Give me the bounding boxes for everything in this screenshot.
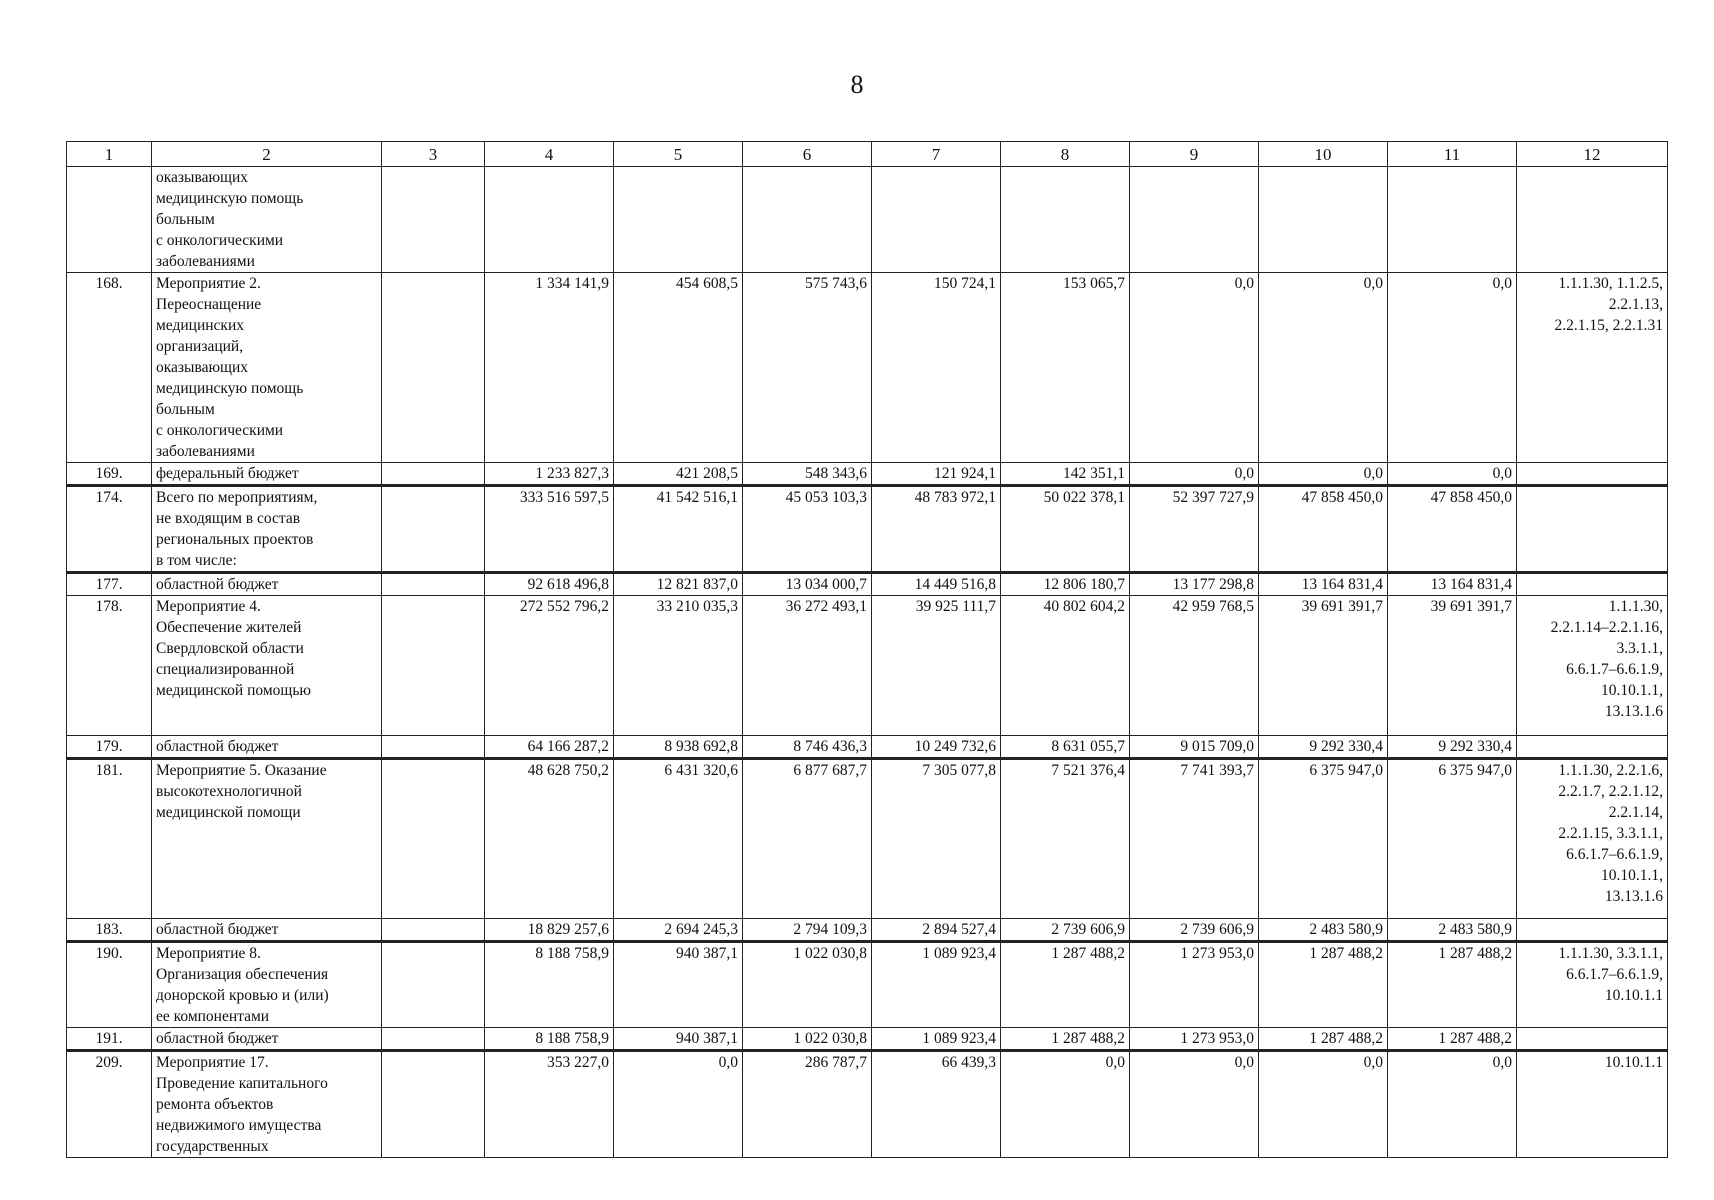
row-name-line: Обеспечение жителей <box>156 619 302 636</box>
value-cell: 47 858 450,0 <box>1259 486 1388 573</box>
column-header-9: 9 <box>1130 142 1259 167</box>
row-name <box>152 1051 382 1158</box>
row-name <box>152 486 382 573</box>
row-name-line: в том числе: <box>156 552 237 569</box>
col3-cell <box>382 942 485 1028</box>
value-cell: 150 724,1 <box>872 273 1001 463</box>
page-number: 8 <box>850 70 864 99</box>
value-cell <box>485 167 614 273</box>
value-cell: 47 858 450,0 <box>1388 486 1517 573</box>
value-cell: 575 743,6 <box>743 273 872 463</box>
value-cell: 153 065,7 <box>1001 273 1130 463</box>
row-name-line: Проведение капитального <box>156 1075 328 1092</box>
value-cell: 6 375 947,0 <box>1259 759 1388 919</box>
value-cell <box>1001 167 1130 273</box>
row-name-line: областной бюджет <box>156 738 279 755</box>
row-name-line: медицинскую помощь <box>156 380 304 397</box>
row-name-line: медицинской помощью <box>156 682 311 699</box>
target-line: 1.1.1.30, 3.3.1.1, <box>1558 945 1663 962</box>
table-row <box>67 167 1668 273</box>
value-cell: 272 552 796,2 <box>485 596 614 736</box>
value-cell: 13 177 298,8 <box>1130 573 1259 596</box>
value-cell: 2 694 245,3 <box>614 919 743 942</box>
row-name-line: специализированной <box>156 661 295 678</box>
row-name-line: федеральный бюджет <box>156 465 299 482</box>
target-indicators <box>1517 1028 1668 1051</box>
value-cell: 13 164 831,4 <box>1259 573 1388 596</box>
column-header-7: 7 <box>872 142 1001 167</box>
table-row <box>67 1028 1668 1051</box>
value-cell: 9 015 709,0 <box>1130 736 1259 759</box>
row-name-line: Мероприятие 17. <box>156 1054 269 1071</box>
value-cell: 8 938 692,8 <box>614 736 743 759</box>
row-name-line: ремонта объектов <box>156 1096 274 1113</box>
value-cell: 1 022 030,8 <box>743 1028 872 1051</box>
target-line: 10.10.1.1, <box>1601 682 1663 699</box>
value-cell: 333 516 597,5 <box>485 486 614 573</box>
row-name-line: ее компонентами <box>156 1008 270 1025</box>
value-cell: 18 829 257,6 <box>485 919 614 942</box>
value-cell: 0,0 <box>1130 463 1259 486</box>
value-cell: 1 287 488,2 <box>1001 942 1130 1028</box>
value-cell: 9 292 330,4 <box>1259 736 1388 759</box>
target-line: 6.6.1.7–6.6.1.9, <box>1566 661 1663 678</box>
value-cell: 0,0 <box>1130 273 1259 463</box>
row-name-line: донорской кровью и (или) <box>156 987 329 1004</box>
target-indicators <box>1517 167 1668 273</box>
target-line: 1.1.1.30, <box>1608 598 1663 615</box>
row-name-line: заболеваниями <box>156 253 255 270</box>
row-number: 209. <box>67 1051 152 1158</box>
value-cell: 8 188 758,9 <box>485 1028 614 1051</box>
target-line: 13.13.1.6 <box>1604 703 1663 720</box>
row-number: 178. <box>67 596 152 736</box>
table-row <box>67 596 1668 736</box>
value-cell: 548 343,6 <box>743 463 872 486</box>
table-row <box>67 919 1668 942</box>
row-number: 179. <box>67 736 152 759</box>
row-name-line: Организация обеспечения <box>156 966 329 983</box>
value-cell: 10 249 732,6 <box>872 736 1001 759</box>
value-cell: 0,0 <box>1259 463 1388 486</box>
target-line: 13.13.1.6 <box>1604 888 1663 905</box>
value-cell: 36 272 493,1 <box>743 596 872 736</box>
value-cell: 9 292 330,4 <box>1388 736 1517 759</box>
row-number: 168. <box>67 273 152 463</box>
col3-cell <box>382 167 485 273</box>
row-number: 191. <box>67 1028 152 1051</box>
value-cell: 0,0 <box>1001 1051 1130 1158</box>
row-name <box>152 759 382 919</box>
value-cell: 1 089 923,4 <box>872 942 1001 1028</box>
target-line: 6.6.1.7–6.6.1.9, <box>1566 846 1663 863</box>
value-cell: 6 375 947,0 <box>1388 759 1517 919</box>
value-cell: 39 925 111,7 <box>872 596 1001 736</box>
column-header-4: 4 <box>485 142 614 167</box>
value-cell: 1 287 488,2 <box>1388 942 1517 1028</box>
value-cell: 421 208,5 <box>614 463 743 486</box>
row-name-line: оказывающих <box>156 169 249 186</box>
value-cell: 1 334 141,9 <box>485 273 614 463</box>
row-name-line: с онкологическими <box>156 232 284 249</box>
value-cell: 12 821 837,0 <box>614 573 743 596</box>
value-cell: 39 691 391,7 <box>1259 596 1388 736</box>
value-cell: 0,0 <box>614 1051 743 1158</box>
row-name-line: высокотехнологичной <box>156 783 302 800</box>
value-cell <box>743 167 872 273</box>
target-line: 6.6.1.7–6.6.1.9, <box>1566 966 1663 983</box>
row-name <box>152 919 382 942</box>
row-name-line: областной бюджет <box>156 576 279 593</box>
value-cell: 48 783 972,1 <box>872 486 1001 573</box>
target-indicators <box>1517 736 1668 759</box>
table-row <box>67 573 1668 596</box>
value-cell: 2 739 606,9 <box>1130 919 1259 942</box>
value-cell: 48 628 750,2 <box>485 759 614 919</box>
value-cell: 2 483 580,9 <box>1259 919 1388 942</box>
value-cell: 940 387,1 <box>614 1028 743 1051</box>
col3-cell <box>382 919 485 942</box>
row-name <box>152 1028 382 1051</box>
row-name-line: областной бюджет <box>156 921 279 938</box>
value-cell: 2 894 527,4 <box>872 919 1001 942</box>
row-name-line: Мероприятие 4. <box>156 598 261 615</box>
value-cell: 2 483 580,9 <box>1388 919 1517 942</box>
table-row <box>67 1051 1668 1158</box>
value-cell: 1 287 488,2 <box>1259 1028 1388 1051</box>
table-row <box>67 463 1668 486</box>
value-cell <box>614 167 743 273</box>
value-cell: 6 877 687,7 <box>743 759 872 919</box>
value-cell: 0,0 <box>1259 273 1388 463</box>
budget-table <box>66 141 1668 1158</box>
row-name <box>152 573 382 596</box>
value-cell: 2 739 606,9 <box>1001 919 1130 942</box>
target-indicators <box>1517 942 1668 1028</box>
value-cell: 1 287 488,2 <box>1388 1028 1517 1051</box>
value-cell: 1 233 827,3 <box>485 463 614 486</box>
value-cell: 7 305 077,8 <box>872 759 1001 919</box>
row-name-line: Всего по мероприятиям, <box>156 489 318 506</box>
value-cell: 7 521 376,4 <box>1001 759 1130 919</box>
table-row <box>67 736 1668 759</box>
value-cell: 33 210 035,3 <box>614 596 743 736</box>
target-line: 2.2.1.15, 2.2.1.31 <box>1554 317 1663 334</box>
value-cell: 14 449 516,8 <box>872 573 1001 596</box>
row-name-line: недвижимого имущества <box>156 1117 322 1134</box>
row-name-line: Переоснащение <box>156 296 262 313</box>
target-line: 1.1.1.30, 2.2.1.6, <box>1558 762 1663 779</box>
row-number: 190. <box>67 942 152 1028</box>
col3-cell <box>382 1051 485 1158</box>
target-indicators <box>1517 486 1668 573</box>
target-indicators <box>1517 273 1668 463</box>
value-cell: 40 802 604,2 <box>1001 596 1130 736</box>
value-cell: 13 164 831,4 <box>1388 573 1517 596</box>
value-cell <box>1388 167 1517 273</box>
row-name <box>152 942 382 1028</box>
value-cell: 121 924,1 <box>872 463 1001 486</box>
value-cell: 0,0 <box>1388 463 1517 486</box>
col3-cell <box>382 273 485 463</box>
value-cell: 0,0 <box>1259 1051 1388 1158</box>
row-name-line: оказывающих <box>156 359 249 376</box>
value-cell <box>872 167 1001 273</box>
column-header-5: 5 <box>614 142 743 167</box>
value-cell: 8 188 758,9 <box>485 942 614 1028</box>
col3-cell <box>382 736 485 759</box>
row-number: 169. <box>67 463 152 486</box>
row-number: 183. <box>67 919 152 942</box>
row-number <box>67 167 152 273</box>
value-cell: 64 166 287,2 <box>485 736 614 759</box>
col3-cell <box>382 463 485 486</box>
header-row <box>67 142 1668 167</box>
value-cell: 2 794 109,3 <box>743 919 872 942</box>
row-name-line: заболеваниями <box>156 443 255 460</box>
value-cell: 6 431 320,6 <box>614 759 743 919</box>
target-line: 3.3.1.1, <box>1616 640 1663 657</box>
target-line: 2.2.1.15, 3.3.1.1, <box>1558 825 1663 842</box>
value-cell: 12 806 180,7 <box>1001 573 1130 596</box>
value-cell: 1 287 488,2 <box>1001 1028 1130 1051</box>
col3-cell <box>382 573 485 596</box>
row-number: 181. <box>67 759 152 919</box>
value-cell: 66 439,3 <box>872 1051 1001 1158</box>
value-cell: 8 746 436,3 <box>743 736 872 759</box>
value-cell: 8 631 055,7 <box>1001 736 1130 759</box>
value-cell: 0,0 <box>1130 1051 1259 1158</box>
row-number: 174. <box>67 486 152 573</box>
col3-cell <box>382 486 485 573</box>
row-name-line: Мероприятие 5. Оказание <box>156 762 327 779</box>
value-cell: 142 351,1 <box>1001 463 1130 486</box>
column-header-12: 12 <box>1517 142 1668 167</box>
value-cell <box>1259 167 1388 273</box>
row-number: 177. <box>67 573 152 596</box>
value-cell: 45 053 103,3 <box>743 486 872 573</box>
target-line: 10.10.1.1 <box>1604 1054 1663 1071</box>
row-name-line: не входящим в состав <box>156 510 301 527</box>
row-name <box>152 463 382 486</box>
target-line: 1.1.1.30, 1.1.2.5, <box>1558 275 1663 292</box>
column-header-6: 6 <box>743 142 872 167</box>
row-name <box>152 273 382 463</box>
value-cell: 50 022 378,1 <box>1001 486 1130 573</box>
value-cell: 1 287 488,2 <box>1259 942 1388 1028</box>
column-header-10: 10 <box>1259 142 1388 167</box>
value-cell: 1 022 030,8 <box>743 942 872 1028</box>
row-name-line: медицинской помощи <box>156 804 301 821</box>
value-cell: 286 787,7 <box>743 1051 872 1158</box>
row-name <box>152 596 382 736</box>
target-line: 2.2.1.14–2.2.1.16, <box>1550 619 1663 636</box>
target-line: 2.2.1.14, <box>1608 804 1663 821</box>
column-header-2: 2 <box>152 142 382 167</box>
row-name-line: региональных проектов <box>156 531 314 548</box>
value-cell: 13 034 000,7 <box>743 573 872 596</box>
row-name-line: больным <box>156 401 215 418</box>
row-name-line: Свердловской области <box>156 640 304 657</box>
target-indicators <box>1517 1051 1668 1158</box>
target-indicators <box>1517 573 1668 596</box>
table-row <box>67 942 1668 1028</box>
column-header-3: 3 <box>382 142 485 167</box>
target-line: 2.2.1.7, 2.2.1.12, <box>1558 783 1663 800</box>
row-name <box>152 167 382 273</box>
value-cell: 7 741 393,7 <box>1130 759 1259 919</box>
col3-cell <box>382 596 485 736</box>
row-name-line: государственных <box>156 1138 269 1155</box>
value-cell: 1 273 953,0 <box>1130 942 1259 1028</box>
row-name-line: Мероприятие 8. <box>156 945 261 962</box>
target-indicators <box>1517 463 1668 486</box>
value-cell: 0,0 <box>1388 1051 1517 1158</box>
value-cell <box>1130 167 1259 273</box>
table-row <box>67 273 1668 463</box>
value-cell: 92 618 496,8 <box>485 573 614 596</box>
row-name-line: больным <box>156 211 215 228</box>
row-name-line: с онкологическими <box>156 422 284 439</box>
value-cell: 41 542 516,1 <box>614 486 743 573</box>
value-cell: 1 273 953,0 <box>1130 1028 1259 1051</box>
target-line: 10.10.1.1 <box>1604 987 1663 1004</box>
value-cell: 940 387,1 <box>614 942 743 1028</box>
column-header-8: 8 <box>1001 142 1130 167</box>
row-name-line: организаций, <box>156 338 244 355</box>
value-cell: 353 227,0 <box>485 1051 614 1158</box>
target-line: 10.10.1.1, <box>1601 867 1663 884</box>
target-line: 2.2.1.13, <box>1608 296 1663 313</box>
value-cell: 454 608,5 <box>614 273 743 463</box>
value-cell: 52 397 727,9 <box>1130 486 1259 573</box>
value-cell: 42 959 768,5 <box>1130 596 1259 736</box>
column-header-11: 11 <box>1388 142 1517 167</box>
row-name-line: медицинских <box>156 317 245 334</box>
col3-cell <box>382 759 485 919</box>
table-body <box>67 167 1668 1158</box>
column-header-1: 1 <box>67 142 152 167</box>
target-indicators <box>1517 759 1668 919</box>
target-indicators <box>1517 919 1668 942</box>
value-cell: 0,0 <box>1388 273 1517 463</box>
row-name <box>152 736 382 759</box>
target-indicators <box>1517 596 1668 736</box>
value-cell: 39 691 391,7 <box>1388 596 1517 736</box>
table-row <box>67 759 1668 919</box>
row-name-line: Мероприятие 2. <box>156 275 261 292</box>
row-name-line: медицинскую помощь <box>156 190 304 207</box>
table-row <box>67 486 1668 573</box>
col3-cell <box>382 1028 485 1051</box>
value-cell: 1 089 923,4 <box>872 1028 1001 1051</box>
row-name-line: областной бюджет <box>156 1030 279 1047</box>
